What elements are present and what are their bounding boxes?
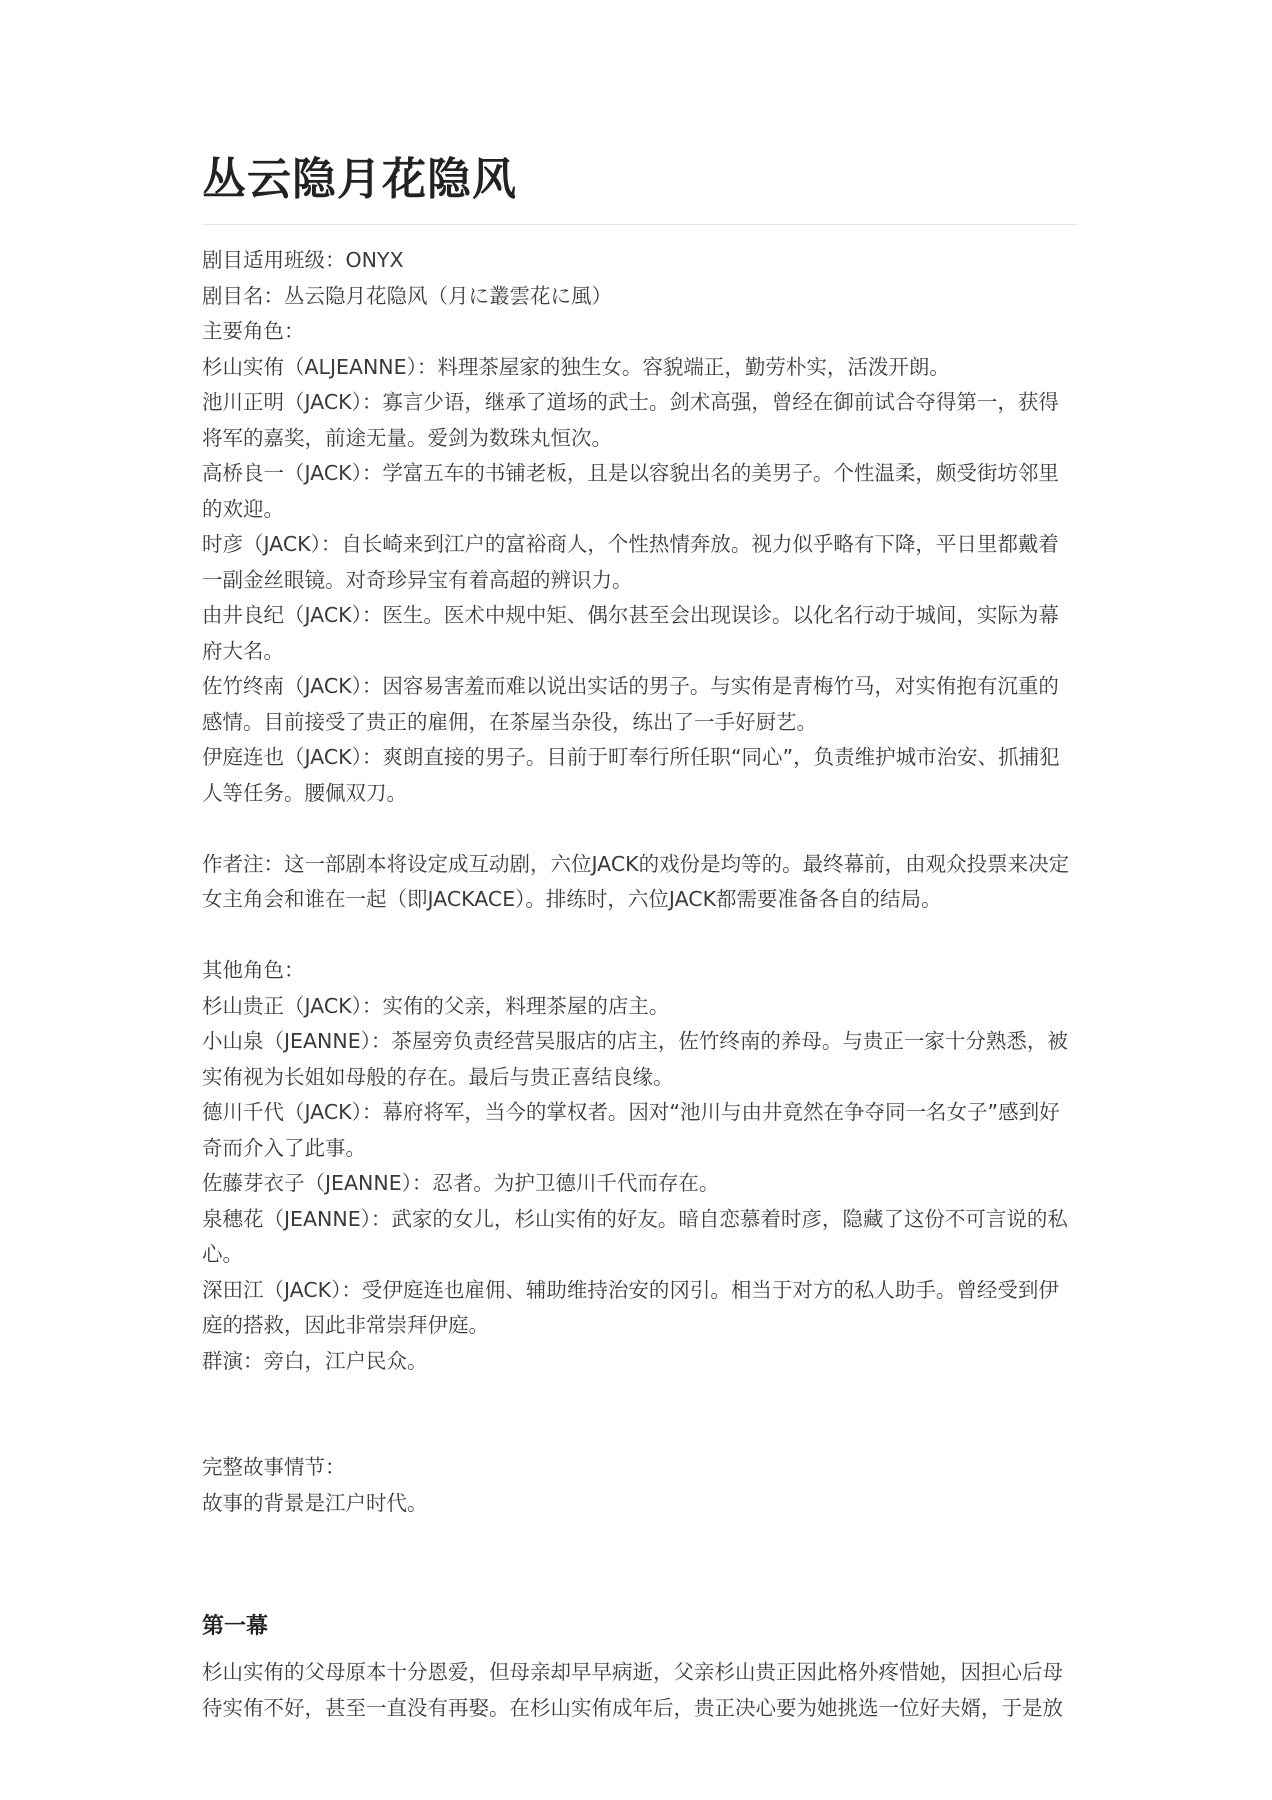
spacer xyxy=(202,918,1078,954)
role-entry: 高桥良一（JACK）：学富五车的书铺老板，且是以容貌出名的美男子。个性温柔，颇受街坊邻里的欢迎。 xyxy=(202,461,1059,521)
main-roles-label: 主要角色： xyxy=(202,319,305,343)
role-entry: 佐藤芽衣子（JEANNE）：忍者。为护卫德川千代而存在。 xyxy=(202,1171,720,1195)
document-page xyxy=(202,150,1078,1726)
role-entry: 时彦（JACK）：自长崎来到江户的富裕商人，个性热情奔放。视力似乎略有下降，平日里都戴着一副金丝眼镜。对奇珍异宝有着高超的辨识力。 xyxy=(202,532,1059,592)
spacer xyxy=(202,1379,1078,1450)
spacer xyxy=(202,811,1078,847)
role-entry: 池川正明（JACK）：寡言少语，继承了道场的武士。剑术高强，曾经在御前试合夺得第一，获得将军的嘉奖，前途无量。爱剑为数珠丸恒次。 xyxy=(202,390,1059,450)
role-entry: 伊庭连也（JACK）：爽朗直接的男子。目前于町奉行所任职“同心”，负责维护城市治安、抓捕犯人等任务。腰佩双刀。 xyxy=(202,745,1060,805)
other-roles-label: 其他角色： xyxy=(202,958,305,982)
story-label: 完整故事情节： xyxy=(202,1455,346,1479)
role-entry: 泉穗花（JEANNE）：武家的女儿，杉山实侑的好友。暗自恋慕着时彦，隐藏了这份不可言说的私心。 xyxy=(202,1206,1068,1266)
story-intro: 故事的背景是江户时代。 xyxy=(202,1490,428,1515)
author-note: 作者注：这一部剧本将设定成互动剧，六位JACK的戏份是均等的。最终幕前，由观众投票来决定女主角会和谁在一起（即JACKACE）。排练时，六位JACK都需要准备各自的结局。 xyxy=(202,851,1070,911)
role-entry: 小山泉（JEANNE）：茶屋旁负责经营吴服店的店主，佐竹终南的养母。与贵正一家十分熟悉，被实侑视为长姐如母般的存在。最后与贵正喜结良缘。 xyxy=(202,1029,1068,1089)
role-entry: 杉山贵正（JACK）：实侑的父亲，料理茶屋的店主。 xyxy=(202,993,670,1018)
act-1-text: 杉山实侑的父母原本十分恩爱，但母亲却早早病逝，父亲杉山贵正因此格外疼惜她，因担心后母待实侑不好，甚至一直没有再娶。在杉山实侑成年后，贵正决心要为她挑选一位好夫婿，于是放 xyxy=(202,1660,1063,1720)
play-name-line: 剧目名：丛云隐月花隐风（月に叢雲花に風） xyxy=(202,283,612,308)
class-line: 剧目适用班级：ONYX xyxy=(202,248,404,272)
section-heading-act-1: 第一幕 xyxy=(202,1614,269,1639)
spacer xyxy=(202,1521,1078,1609)
role-entry: 深田江（JACK）：受伊庭连也雇佣、辅助维持治安的冈引。相当于对方的私人助手。曾经受到伊庭的搭救，因此非常崇拜伊庭。 xyxy=(202,1277,1059,1337)
role-entry: 佐竹终南（JACK）：因容易害羞而难以说出实话的男子。与实侑是青梅竹马，对实侑抱有沉重的感情。目前接受了贵正的雇佣，在茶屋当杂役，练出了一手好厨艺。 xyxy=(202,674,1059,734)
role-entry: 德川千代（JACK）：幕府将军，当今的掌权者。因对“池川与由井竟然在争夺同一名女子”感到好奇而介入了此事。 xyxy=(202,1100,1060,1160)
document-body xyxy=(202,243,1078,1726)
role-entry: 杉山实侑（ALJEANNE）：料理茶屋家的独生女。容貌端正，勤劳朴实，活泼开朗。 xyxy=(202,354,950,379)
role-entry: 由井良纪（JACK）：医生。医术中规中矩、偶尔甚至会出现误诊。以化名行动于城间，实际为幕府大名。 xyxy=(202,603,1059,663)
document-title: 丛云隐月花隐风 xyxy=(202,150,1078,225)
role-entry: 群演：旁白，江户民众。 xyxy=(202,1348,428,1373)
